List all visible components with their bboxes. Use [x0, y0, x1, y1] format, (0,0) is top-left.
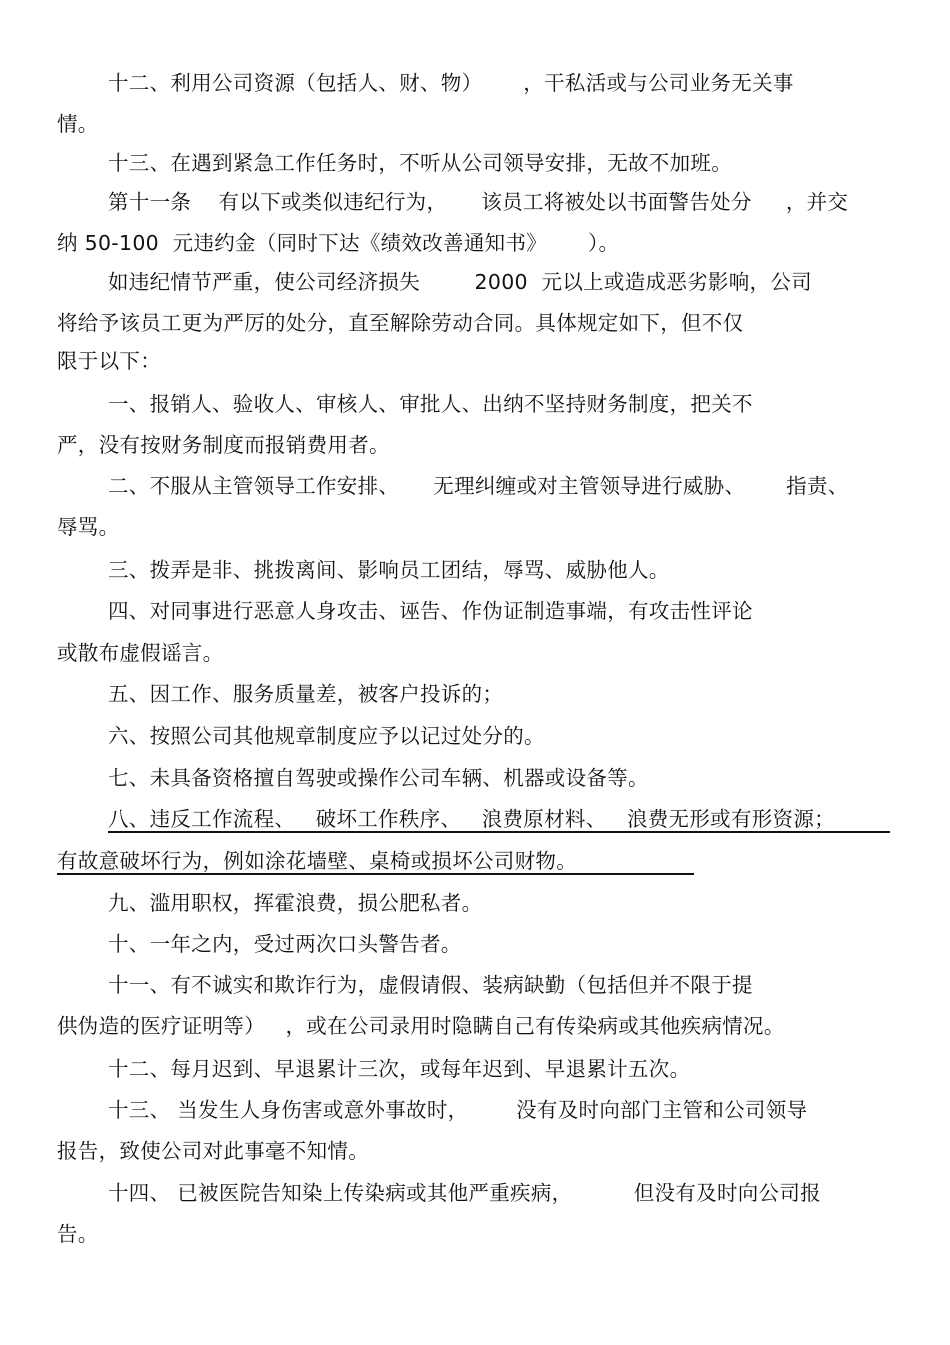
text-line: 四、对同事进行恶意人身攻击、诬告、作伪证制造事端，有攻击性评论 — [108, 599, 753, 623]
text-line: 将给予该员工更为严厉的处分，直至解除劳动合同。具体规定如下，但不仅 — [57, 311, 744, 335]
text-line: 一、报销人、验收人、审核人、审批人、出纳不坚持财务制度，把关不 — [108, 392, 753, 416]
text-line: 严，没有按财务制度而报销费用者。 — [57, 433, 390, 457]
text-line: 二、不服从主管领导工作安排、 无理纠缠或对主管领导进行威胁、 指责、 — [108, 474, 849, 498]
text-line: 十一、有不诚实和欺诈行为，虚假请假、装病缺勤（包括但并不限于提 — [108, 973, 753, 997]
underline-rule — [108, 831, 890, 833]
text-line: 十、一年之内，受过两次口头警告者。 — [108, 932, 462, 956]
text-line: 有故意破坏行为，例如涂花墙壁、桌椅或损坏公司财物。 — [57, 849, 577, 873]
text-line: 六、按照公司其他规章制度应予以记过处分的。 — [108, 724, 545, 748]
text-line: 十四、 已被医院告知染上传染病或其他严重疾病， 但没有及时向公司报 — [108, 1181, 821, 1205]
text-line: 或散布虚假谣言。 — [57, 641, 224, 665]
text-line: 辱骂。 — [57, 515, 120, 539]
text-line: 情。 — [57, 112, 99, 136]
text-line: 纳 50-100 元违约金（同时下达《绩效改善通知书》 ）。 — [57, 231, 620, 255]
text-line: 五、因工作、服务质量差，被客户投诉的； — [108, 682, 504, 706]
text-line: 八、违反工作流程、 破坏工作秩序、 浪费原材料、 浪费无形或有形资源； — [108, 807, 835, 831]
text-line: 十三、在遇到紧急工作任务时，不听从公司领导安排，无故不加班。 — [108, 151, 732, 175]
text-line: 报告，致使公司对此事毫不知情。 — [57, 1139, 369, 1163]
text-line: 如违纪情节严重，使公司经济损失 2000 元以上或造成恶劣影响，公司 — [108, 270, 812, 294]
text-line: 十三、 当发生人身伤害或意外事故时， 没有及时向部门主管和公司领导 — [108, 1098, 808, 1122]
text-line: 九、滥用职权，挥霍浪费，损公肥私者。 — [108, 891, 483, 915]
text-line: 三、拨弄是非、挑拨离间、影响员工团结，辱骂、威胁他人。 — [108, 558, 670, 582]
text-line: 七、未具备资格擅自驾驶或操作公司车辆、机器或设备等。 — [108, 766, 649, 790]
underline-rule — [57, 873, 694, 875]
text-line: 第十一条 有以下或类似违纪行为， 该员工将被处以书面警告处分 ，并交 — [108, 190, 849, 214]
text-line: 限于以下： — [57, 349, 161, 373]
text-line: 十二、利用公司资源（包括人、财、物） ，干私活或与公司业务无关事 — [108, 71, 794, 95]
text-line: 告。 — [57, 1222, 99, 1246]
text-line: 十二、每月迟到、早退累计三次，或每年迟到、早退累计五次。 — [108, 1057, 691, 1081]
text-line: 供伪造的医疗证明等） ，或在公司录用时隐瞒自己有传染病或其他疾病情况。 — [57, 1014, 785, 1038]
